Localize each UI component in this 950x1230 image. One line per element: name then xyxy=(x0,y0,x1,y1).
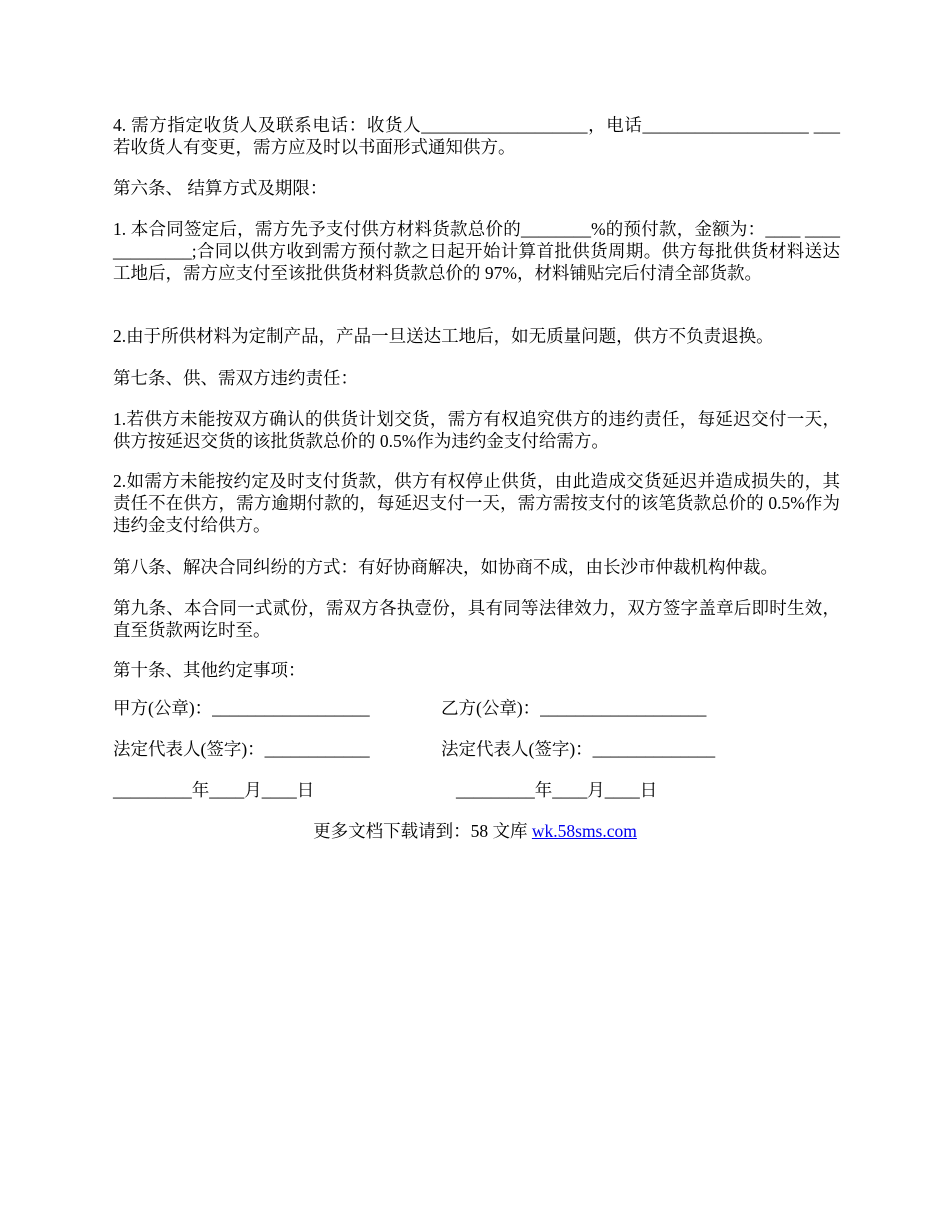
paragraph-article-8: 第八条、解决合同纠纷的方式：有好协商解决，如协商不成，由长沙市仲裁机构仲裁。 xyxy=(113,557,778,577)
paragraph-article-9: 第九条、本合同一式贰份，需双方各执壹份，具有同等法律效力，双方签字盖章后即时生效，直至货款两讫时至。 xyxy=(113,598,840,640)
paragraph-payment-1: 1. 本合同签定后，需方先予支付供方材料货款总价的________%的预付款，金额为：____ _____________;合同以供方收到需方预付款之日起开始计算首批供货周期。供方每批供货材料送达工地后，需方应支付至该批供货材料货款总价的 97%，材料铺贴完后付清全部货款。 xyxy=(113,219,840,283)
footer-link[interactable]: wk.58sms.com xyxy=(531,821,637,841)
paragraph-liability-2: 2.如需方未能按约定及时支付货款，供方有权停止供货，由此造成交货延迟并造成损失的，其责任不在供方，需方逾期付款的，每延迟支付一天，需方需按支付的该笔货款总价的 0.5%作为违约金支付给供方。 xyxy=(113,471,840,535)
paragraph-payment-2: 2.由于所供材料为定制产品，产品一旦送达工地后，如无质量问题，供方不负责退换。 xyxy=(113,326,774,346)
party-b-seal-line: 乙方(公章)：___________________ xyxy=(441,698,707,718)
party-a-representative-line: 法定代表人(签字)：____________ xyxy=(113,739,370,759)
party-a-seal-line: 甲方(公章)：__________________ xyxy=(113,698,370,718)
heading-article-10: 第十条、其他约定事项： xyxy=(113,660,306,680)
heading-article-7: 第七条、供、需双方违约责任： xyxy=(113,368,358,388)
heading-article-6: 第六条、 结算方式及期限： xyxy=(113,178,328,198)
party-a-date-line: _________年____月____日 xyxy=(113,780,315,800)
footer xyxy=(0,820,950,842)
paragraph-consignee: 4. 需方指定收货人及联系电话：收货人___________________，电话___________________ ___ 若收货人有变更，需方应及时以书面形式通知供方。 xyxy=(113,115,840,157)
party-b-date-line: _________年____月____日 xyxy=(456,780,658,800)
footer-prefix: 更多文档下载请到：58 文库 xyxy=(313,821,532,841)
party-b-representative-line: 法定代表人(签字)：______________ xyxy=(441,739,716,759)
paragraph-liability-1: 1.若供方未能按双方确认的供货计划交货，需方有权追究供方的违约责任，每延迟交付一天，供方按延迟交货的该批货款总价的 0.5%作为违约金支付给需方。 xyxy=(113,409,840,451)
